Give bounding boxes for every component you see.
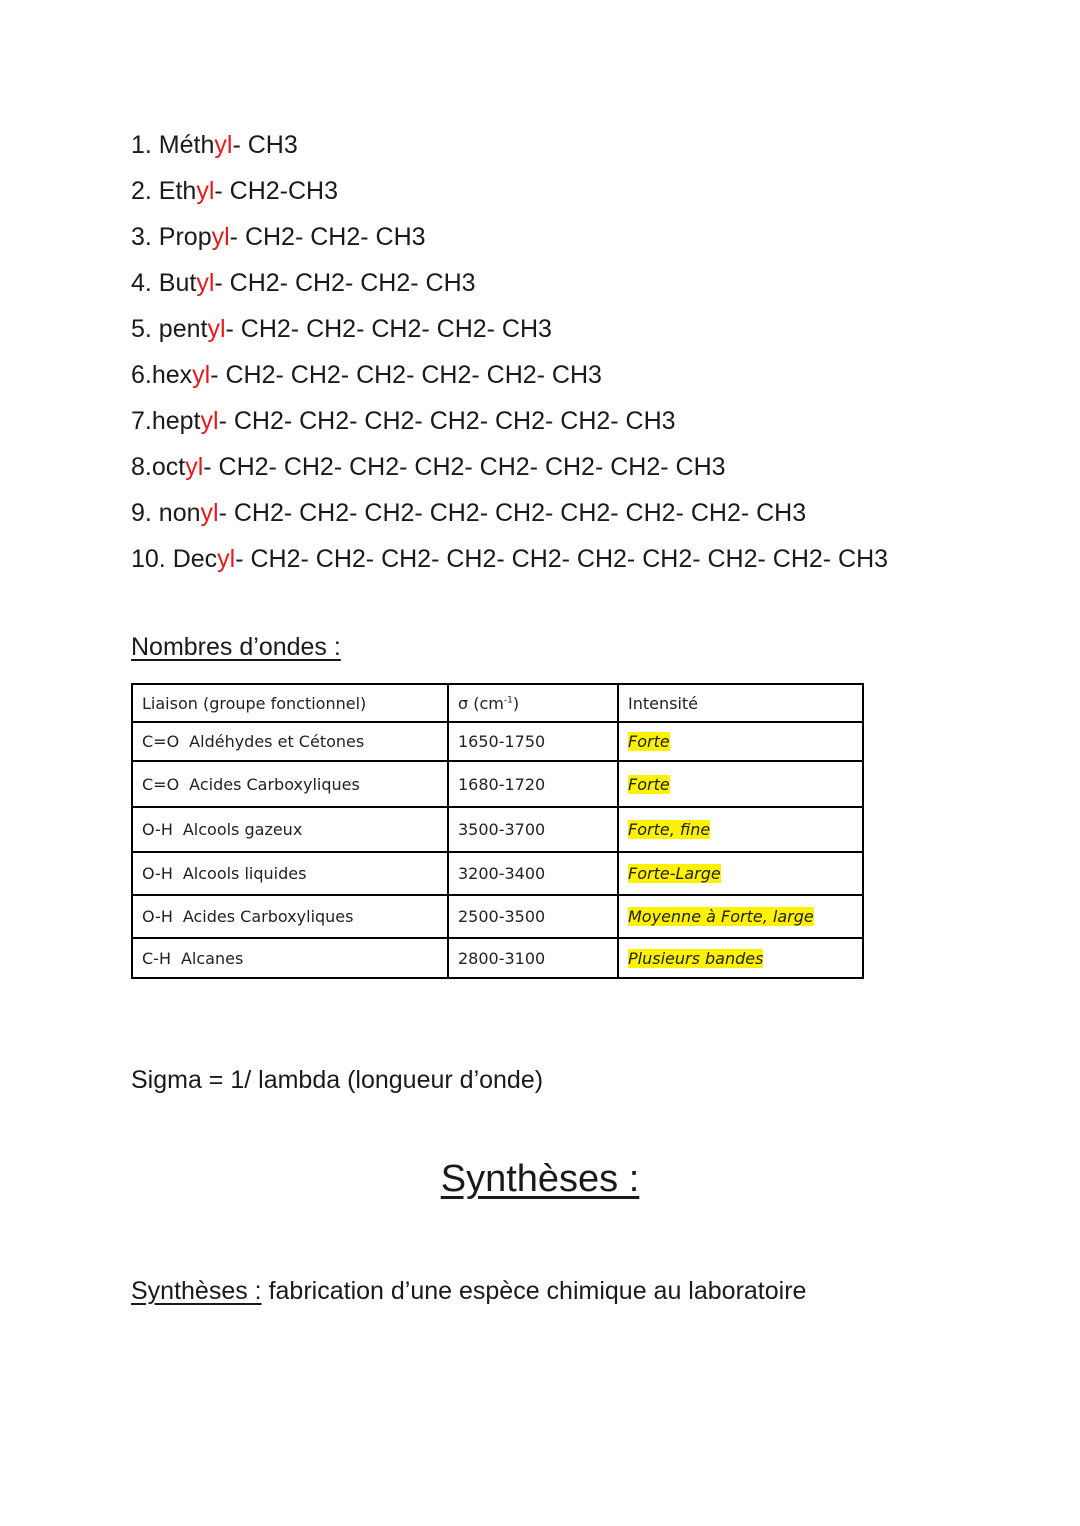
intensity-highlight: Forte-Large — [628, 864, 721, 883]
cell-bond-group — [132, 852, 448, 895]
header-sigma-exponent: -1 — [503, 695, 513, 706]
cell-range: 2800-3100 — [448, 938, 618, 978]
cell-intensity — [618, 761, 863, 807]
alkyl-prefix: 1. Méth — [131, 131, 215, 159]
alkyl-suffix: yl — [211, 223, 230, 251]
alkyl-suffix: yl — [200, 407, 219, 435]
wavenumbers-table — [131, 683, 864, 979]
cell-bond-group — [132, 761, 448, 807]
alkyl-prefix: 3. Prop — [131, 223, 212, 251]
alkyl-prefix: 4. But — [131, 269, 197, 297]
bond-label: O-H — [142, 820, 173, 839]
table-row — [132, 895, 863, 938]
alkyl-prefix: 10. Dec — [131, 545, 218, 573]
alkyl-item — [131, 122, 888, 168]
alkyl-formula: - CH2- CH2- CH2- CH2- CH2- CH3 — [210, 361, 602, 389]
alkyl-suffix: yl — [185, 453, 204, 481]
intensity-highlight: Forte — [628, 774, 670, 794]
alkyl-prefix: 9. non — [131, 499, 201, 527]
group-label: Alcanes — [180, 948, 244, 968]
table-row — [132, 761, 863, 807]
alkyl-suffix: yl — [196, 177, 215, 205]
header-sigma-close: ) — [512, 693, 520, 713]
alkyl-formula: - CH2- CH2- CH2- CH2- CH2- CH2- CH2- CH2- CH2- CH3 — [235, 545, 889, 573]
cell-bond-group — [132, 938, 448, 978]
bond-label: C-H — [142, 948, 171, 968]
table-row — [132, 722, 863, 761]
alkyl-prefix: 8.oct — [131, 453, 186, 481]
bond-label: O-H — [142, 864, 173, 883]
group-label: Acides Carboxyliques — [182, 907, 354, 926]
cell-bond-group — [132, 807, 448, 852]
header-sigma — [448, 684, 618, 722]
alkyl-item — [131, 260, 888, 306]
alkyl-suffix: yl — [196, 269, 215, 297]
alkyl-prefix: 2. Eth — [131, 177, 197, 205]
alkyl-formula: - CH2- CH2- CH2- CH2- CH2- CH2- CH2- CH2- CH3 — [218, 499, 807, 527]
cell-range: 3200-3400 — [448, 852, 618, 895]
cell-intensity — [618, 807, 863, 852]
alkyl-item — [131, 306, 888, 352]
alkyl-prefix: 7.hept — [131, 407, 201, 435]
group-label: Aldéhydes et Cétones — [189, 732, 365, 751]
alkyl-item — [131, 536, 888, 582]
cell-bond-group — [132, 722, 448, 761]
alkyl-formula: - CH2- CH2- CH2- CH3 — [214, 269, 476, 297]
wavenumbers-heading: Nombres d’ondes : — [131, 633, 341, 661]
alkyl-formula: - CH2-CH3 — [214, 177, 339, 205]
group-label: Alcools gazeux — [182, 820, 303, 839]
cell-bond-group — [132, 895, 448, 938]
intensity-highlight: Forte, fine — [628, 820, 711, 839]
syntheses-definition — [131, 1277, 806, 1306]
syntheses-title-text: Synthèses : — [440, 1158, 640, 1200]
alkyl-formula: - CH3 — [232, 131, 298, 159]
header-bond: Liaison (groupe fonctionnel) — [132, 684, 448, 722]
syntheses-title — [0, 1158, 1080, 1201]
cell-intensity — [618, 852, 863, 895]
alkyl-formula: - CH2- CH2- CH2- CH2- CH3 — [225, 315, 552, 343]
alkyl-group-list — [131, 122, 888, 582]
alkyl-suffix: yl — [207, 315, 226, 343]
sigma-formula: Sigma = 1/ lambda (longueur d’onde) — [131, 1066, 544, 1094]
group-label: Alcools liquides — [182, 864, 307, 883]
cell-range: 1650-1750 — [448, 722, 618, 761]
alkyl-formula: - CH2- CH2- CH2- CH2- CH2- CH2- CH3 — [218, 407, 676, 435]
bond-label: C=O — [142, 732, 180, 751]
cell-range: 3500-3700 — [448, 807, 618, 852]
alkyl-suffix: yl — [200, 499, 219, 527]
alkyl-item — [131, 398, 888, 444]
alkyl-formula: - CH2- CH2- CH3 — [229, 223, 426, 251]
cell-intensity — [618, 938, 863, 978]
alkyl-suffix: yl — [214, 131, 233, 159]
header-intensity: Intensité — [618, 684, 863, 722]
table-row — [132, 852, 863, 895]
table-header-row — [132, 684, 863, 722]
intensity-highlight: Forte — [628, 732, 670, 751]
intensity-highlight: Moyenne à Forte, large — [628, 907, 814, 926]
group-label: Acides Carboxyliques — [189, 774, 360, 794]
alkyl-item — [131, 490, 888, 536]
alkyl-prefix: 6.hex — [131, 361, 193, 389]
intensity-highlight: Plusieurs bandes — [628, 948, 764, 968]
alkyl-item — [131, 352, 888, 398]
cell-intensity — [618, 722, 863, 761]
alkyl-item — [131, 444, 888, 490]
alkyl-formula: - CH2- CH2- CH2- CH2- CH2- CH2- CH2- CH3 — [203, 453, 726, 481]
cell-intensity — [618, 895, 863, 938]
cell-range: 1680-1720 — [448, 761, 618, 807]
definition-label: Synthèses : — [131, 1277, 262, 1305]
definition-text: fabrication d’une espèce chimique au laboratoire — [261, 1277, 807, 1305]
header-sigma-label: σ (cm — [458, 693, 504, 713]
alkyl-suffix: yl — [217, 545, 236, 573]
alkyl-item — [131, 168, 888, 214]
alkyl-prefix: 5. pent — [131, 315, 208, 343]
table-row — [132, 807, 863, 852]
bond-label: O-H — [142, 907, 173, 926]
alkyl-item — [131, 214, 888, 260]
bond-label: C=O — [142, 774, 180, 794]
cell-range: 2500-3500 — [448, 895, 618, 938]
table-row — [132, 938, 863, 978]
alkyl-suffix: yl — [192, 361, 211, 389]
